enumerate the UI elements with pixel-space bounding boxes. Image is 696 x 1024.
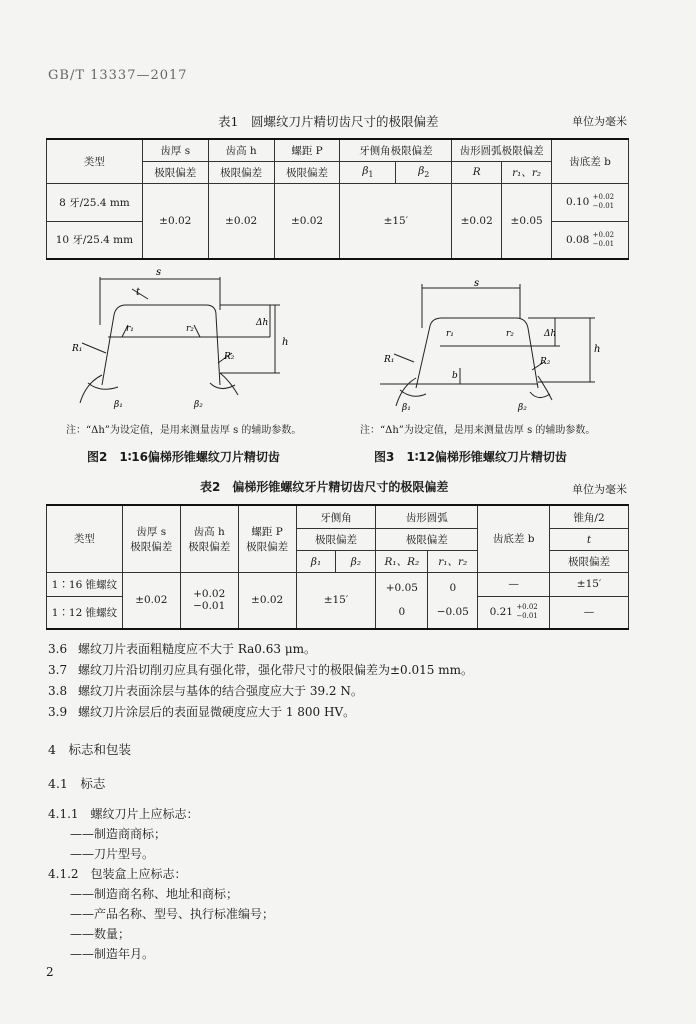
t2-taper1: ±15′ [550, 572, 629, 596]
t1-h-flank: 牙侧角极限偏差 [340, 139, 452, 161]
t1-h-root: 齿底差 b [552, 139, 629, 183]
t2-h-thick: 齿厚 s 极限偏差 [122, 505, 180, 572]
t1-row2-type: 10 牙/25.4 mm [47, 221, 143, 259]
table1 [46, 138, 629, 260]
s412-item-3: ——数量； [70, 927, 131, 941]
t2-h-pitch: 螺距 P 极限偏差 [238, 505, 296, 572]
fig2-R2: R₂ [224, 352, 235, 362]
t1-r: ±0.05 [502, 183, 552, 259]
t2-h-arc-dev: 极限偏差 [376, 529, 478, 551]
t1-h-height: 齿高 h [208, 139, 274, 161]
fig2-caption: 图2 1∶16偏梯形锥螺纹刀片精切齿 [87, 450, 280, 464]
t1-h-beta1: $\beta_1$ [340, 161, 396, 183]
t2-h-root: 齿底差 b [478, 505, 550, 572]
clause-3-9: 3.9 螺纹刀片涂层后的表面显微硬度应大于 1 800 HV。 [48, 705, 356, 719]
section-4-heading: 4 标志和包装 [48, 742, 131, 757]
t1-h-pitch: 螺距 P [274, 139, 340, 161]
s412-item-4: ——制造年月。 [70, 947, 155, 961]
fig3-h: h [594, 344, 601, 355]
t2-root1: — [478, 572, 550, 596]
t1-h-pitch-dev: 极限偏差 [274, 161, 340, 183]
t1-flank: ±15′ [340, 183, 452, 259]
t2-r: 0 −0.05 [428, 572, 478, 629]
t1-h-r: r₁、r₂ [502, 161, 552, 183]
section-4-1-2: 4.1.2 包装盒上应标志： [48, 867, 187, 881]
fig2-dh: Δh [256, 318, 269, 328]
fig2-r2: r₂ [186, 324, 194, 334]
t1-row1-type: 8 牙/25.4 mm [47, 183, 143, 221]
t1-root2: 0.08 +0.02 −0.01 [552, 221, 629, 259]
t2-h-type: 类型 [47, 505, 123, 572]
table2-unit: 单位为毫米 [572, 483, 627, 496]
t2-h-arc: 齿形圆弧 [376, 505, 478, 529]
t1-pitch: ±0.02 [274, 183, 340, 259]
t1-R: ±0.02 [452, 183, 502, 259]
t2-h-flank-dev: 极限偏差 [296, 529, 376, 551]
t2-root2: 0.21 +0.02 −0.01 [478, 596, 550, 629]
clause-3-8: 3.8 螺纹刀片表面涂层与基体的结合强度应大于 39.2 N。 [48, 684, 363, 698]
fig2-drawing [70, 265, 330, 415]
fig3-note: 注：“Δh”为设定值，是用来测量齿厚 s 的辅助参数。 [360, 425, 596, 436]
t2-h-beta2: β₂ [336, 551, 376, 573]
fig2-r1: r₁ [126, 324, 134, 334]
t2-R: +0.05 0 [376, 572, 428, 629]
fig3-beta2: β₂ [518, 403, 527, 413]
table2-title: 表2 偏梯形锥螺纹牙片精切齿尺寸的极限偏差 [200, 480, 449, 494]
section-4-1-1: 4.1.1 螺纹刀片上应标志： [48, 807, 199, 821]
t2-h-taper2: t [550, 529, 629, 551]
fig2-R1: R₁ [72, 344, 83, 354]
s412-item-2: ——产品名称、型号、执行标准编号； [70, 907, 275, 921]
fig3-R2: R₂ [540, 357, 551, 367]
clause-3-6: 3.6 螺纹刀片表面粗糙度应不大于 Ra0.63 μm。 [48, 642, 316, 656]
fig3-dh: Δh [544, 329, 557, 339]
t1-h-type: 类型 [47, 139, 143, 183]
t1-h-R: R [452, 161, 502, 183]
t1-root1: 0.10 +0.02 −0.01 [552, 183, 629, 221]
t2-height: +0.02 −0.01 [180, 572, 238, 629]
table1-title: 表1 圆螺纹刀片精切齿尺寸的极限偏差 [218, 114, 439, 129]
t2-h-flank: 牙侧角 [296, 505, 376, 529]
fig3-drawing [380, 278, 620, 418]
fig3-beta1: β₁ [402, 403, 411, 413]
t1-thick: ±0.02 [142, 183, 208, 259]
fig2-note: 注：“Δh”为设定值，是用来测量齿厚 s 的辅助参数。 [66, 425, 302, 436]
fig3-R1: R₁ [384, 355, 395, 365]
page-number: 2 [46, 965, 54, 979]
s411-item-2: ——刀片型号。 [70, 847, 155, 861]
t2-row1-type: 1∶16 锥螺纹 [47, 572, 123, 596]
fig3-b: b [452, 371, 458, 381]
t2-thick: ±0.02 [122, 572, 180, 629]
fig3-r1: r₁ [446, 329, 454, 339]
t2-h-R: R₁、R₂ [376, 551, 428, 573]
t1-h-thick: 齿厚 s [142, 139, 208, 161]
t2-h-taper1: 锥角/2 [550, 505, 629, 529]
fig2-t: t [136, 287, 141, 298]
t1-h-arc: 齿形圆弧极限偏差 [452, 139, 552, 161]
t2-pitch: ±0.02 [238, 572, 296, 629]
fig2-beta1: β₁ [114, 400, 123, 410]
t2-h-beta1: β₁ [296, 551, 336, 573]
t1-h-beta2: $\beta_2$ [396, 161, 452, 183]
t2-h-taper3: 极限偏差 [550, 551, 629, 573]
t1-height: ±0.02 [208, 183, 274, 259]
t2-row2-type: 1∶12 锥螺纹 [47, 596, 123, 629]
section-4-1-heading: 4.1 标志 [48, 776, 106, 791]
s412-item-1: ——制造商名称、地址和商标； [70, 887, 239, 901]
fig2-h: h [282, 337, 289, 348]
t2-taper2: — [550, 596, 629, 629]
page-header: GB/T 13337—2017 [48, 68, 188, 83]
table1-unit: 单位为毫米 [572, 115, 627, 128]
t1-h-thick-dev: 极限偏差 [142, 161, 208, 183]
t2-h-height: 齿高 h 极限偏差 [180, 505, 238, 572]
t2-h-r: r₁、r₂ [428, 551, 478, 573]
fig3-r2: r₂ [506, 329, 514, 339]
fig3-s: s [474, 278, 480, 289]
t2-flank: ±15′ [296, 572, 376, 629]
fig3-caption: 图3 1∶12偏梯形锥螺纹刀片精切齿 [374, 450, 567, 464]
fig2-s: s [156, 267, 162, 278]
clause-3-7: 3.7 螺纹刀片沿切削刃应具有强化带，强化带尺寸的极限偏差为±0.015 mm。 [48, 663, 473, 677]
t1-h-height-dev: 极限偏差 [208, 161, 274, 183]
table2 [46, 504, 629, 630]
fig2-beta2: β₂ [194, 400, 203, 410]
s411-item-1: ——制造商商标； [70, 827, 167, 841]
